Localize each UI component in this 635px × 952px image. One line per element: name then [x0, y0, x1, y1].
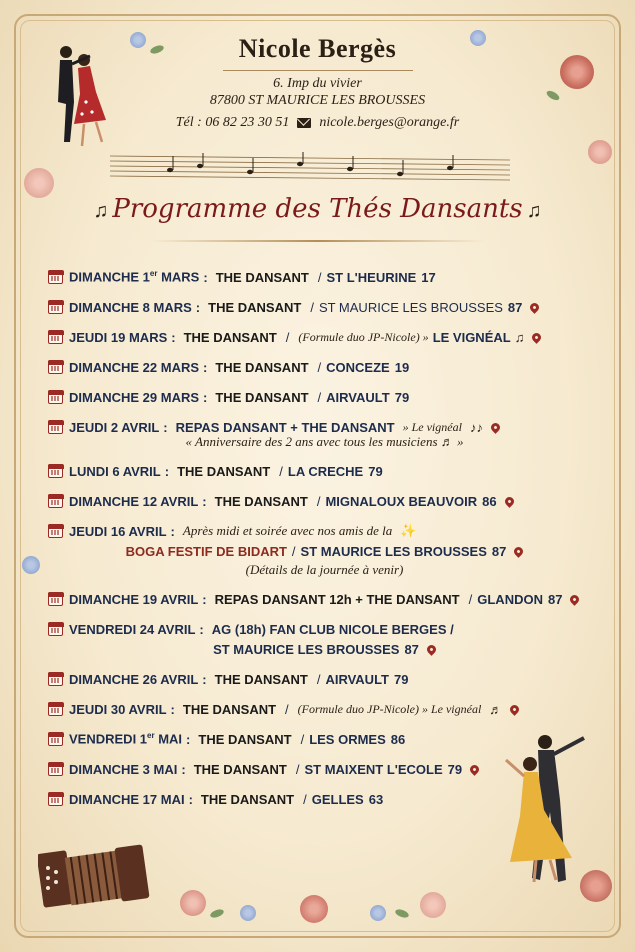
date-separator: : [171, 329, 176, 345]
event-row [48, 694, 601, 724]
event-date: JEUDI 2 AVRIL [69, 419, 160, 435]
event-date: VENDREDI 24 AVRIL [69, 621, 196, 637]
event-date: DIMANCHE 12 AVRIL [69, 493, 199, 509]
event-location: GELLES [311, 791, 364, 807]
event-date: DIMANCHE 17 MAI [69, 791, 185, 807]
date-separator: : [202, 493, 207, 509]
music-note-icon: ♫ [93, 200, 109, 222]
event-note: (Formule duo JP-Nicole) » [298, 329, 429, 344]
event-location: LA CRECHE [287, 463, 364, 479]
date-separator: : [181, 761, 186, 777]
map-pin-icon[interactable] [508, 703, 521, 716]
event-type: THE DANSANT [215, 359, 309, 375]
calendar-icon [48, 390, 63, 404]
event-date: DIMANCHE 22 MARS [69, 359, 200, 375]
department-number: 87 [507, 299, 523, 315]
event-location: AIRVAULT [325, 671, 389, 687]
date-separator: : [170, 523, 175, 539]
slash-separator: / [285, 701, 289, 717]
slash-separator: / [317, 269, 322, 285]
date-separator: : [186, 731, 191, 747]
event-location: GLANDON [477, 591, 543, 607]
event-location: AIRVAULT [326, 389, 390, 405]
event-row [48, 584, 601, 614]
map-pin-icon[interactable] [569, 593, 582, 606]
event-row [48, 292, 601, 322]
event-row [48, 322, 601, 352]
music-note-icon: ♪♪ [469, 419, 483, 435]
calendar-icon [48, 622, 63, 636]
event-date: DIMANCHE 1er MARS [69, 269, 200, 285]
event-date: DIMANCHE 19 AVRIL [69, 591, 199, 607]
map-pin-icon[interactable] [489, 421, 502, 434]
event-type: THE DANSANT [198, 731, 292, 747]
event-location: LES ORMES [309, 731, 386, 747]
calendar-icon [48, 592, 63, 606]
event-location: ST MAURICE LES BROUSSES [213, 641, 400, 657]
contact-line [0, 115, 635, 131]
event-type: THE DANSANT [177, 463, 271, 479]
event-location: » Le vignéal [402, 419, 462, 434]
slash-separator: / [310, 299, 314, 315]
accordion-icon [38, 838, 150, 912]
department-number: 79 [447, 761, 463, 777]
event-date: LUNDI 6 AVRIL [69, 463, 161, 479]
event-date: JEUDI 19 MARS [69, 329, 168, 345]
calendar-icon [48, 270, 63, 284]
slash-separator: / [316, 671, 321, 687]
title-divider [150, 240, 485, 242]
rose-decoration-icon [588, 140, 612, 164]
event-subtitle: « Anniversaire des 2 ans avec tous les musiciens ♬ » [185, 434, 464, 449]
event-type: REPAS DANSANT + THE DANSANT [175, 419, 395, 435]
event-row-continuation [48, 540, 601, 562]
date-separator: : [164, 463, 170, 479]
event-location: MIGNALOUX BEAUVOIR [325, 493, 478, 509]
email-address[interactable]: nicole.berges@orange.fr [319, 115, 460, 130]
event-type: THE DANSANT [193, 761, 287, 777]
calendar-icon [48, 524, 63, 538]
rose-decoration-icon [370, 905, 386, 921]
department-number: 87 [547, 591, 563, 607]
event-location: CONCEZE [326, 359, 390, 375]
rose-decoration-icon [180, 890, 206, 916]
date-separator: : [163, 419, 168, 435]
department-number: 17 [421, 269, 436, 285]
event-date: JEUDI 30 AVRIL [69, 701, 167, 717]
event-date: DIMANCHE 29 MARS [69, 389, 200, 405]
event-type: THE DANSANT [215, 389, 309, 405]
event-type: THE DANSANT [183, 329, 277, 345]
department-number: 79 [368, 463, 383, 479]
event-location: ST MAURICE LES BROUSSES [318, 299, 503, 315]
event-row [48, 382, 601, 412]
calendar-icon [48, 792, 63, 806]
mail-icon [297, 118, 311, 128]
music-note-icon: ♫ [514, 329, 525, 345]
artist-name: Nicole Bergès [238, 34, 397, 63]
department-number: 19 [394, 359, 410, 375]
date-separator: : [203, 389, 208, 405]
event-location: ST L'HEURINE [326, 269, 417, 285]
phone-number: Tél : 06 82 23 30 51 [175, 115, 290, 130]
event-row-continuation [48, 638, 601, 660]
event-row [48, 456, 601, 486]
department-number: 86 [482, 493, 497, 509]
date-separator: : [199, 621, 204, 637]
calendar-icon [48, 464, 63, 478]
date-separator: : [202, 591, 207, 607]
department-number: 79 [394, 389, 410, 405]
rose-decoration-icon [22, 556, 40, 574]
event-type: THE DANSANT [200, 791, 295, 807]
slash-separator: / [291, 543, 296, 559]
department-number: 87 [404, 641, 419, 657]
dancing-couple-icon [500, 730, 610, 890]
event-date: DIMANCHE 8 MARS [69, 299, 192, 315]
calendar-icon [48, 672, 63, 686]
slash-separator: / [303, 791, 307, 807]
event-location: ST MAURICE LES BROUSSES [300, 543, 487, 559]
music-staff-decoration-icon [110, 150, 510, 182]
map-pin-icon[interactable] [468, 763, 481, 776]
event-type: THE DANSANT [215, 269, 309, 285]
event-row [48, 486, 601, 516]
map-pin-icon[interactable] [425, 643, 438, 656]
address-line-1: 6. Imp du vivier [273, 76, 362, 91]
event-row [48, 664, 601, 694]
event-date: JEUDI 16 AVRIL [69, 523, 167, 539]
header-divider [223, 70, 413, 71]
rose-decoration-icon [240, 905, 256, 921]
date-separator: : [188, 791, 193, 807]
event-type: THE DANSANT [214, 671, 308, 687]
music-note-icon: ♫ [526, 200, 542, 222]
address-line-2: 87800 ST MAURICE LES BROUSSES [209, 93, 426, 108]
event-type: REPAS DANSANT 12h + THE DANSANT [214, 591, 460, 607]
rose-decoration-icon [300, 895, 328, 923]
event-subtitle: (Détails de la journée à venir) [245, 562, 404, 577]
slash-separator: / [285, 329, 290, 345]
title-block [0, 194, 635, 224]
department-number: 63 [368, 791, 384, 807]
slash-separator: / [316, 493, 321, 509]
date-separator: : [203, 269, 208, 285]
map-pin-icon[interactable] [503, 495, 516, 508]
event-date: VENDREDI 1er MAI [69, 731, 183, 747]
event-type: AG (18h) FAN CLUB NICOLE BERGES / [211, 621, 454, 637]
department-number: 79 [394, 671, 409, 687]
event-location: ST MAIXENT L'ECOLE [304, 761, 443, 777]
slash-separator: / [468, 591, 473, 607]
event-row [48, 262, 601, 292]
event-date: DIMANCHE 26 AVRIL [69, 671, 199, 687]
calendar-icon [48, 360, 63, 374]
calendar-icon [48, 494, 63, 508]
event-partner: BOGA FESTIF DE BIDART [125, 543, 287, 559]
event-row [48, 352, 601, 382]
slash-separator: / [295, 761, 300, 777]
slash-separator: / [317, 359, 322, 375]
event-date: DIMANCHE 3 MAI [69, 761, 178, 777]
date-separator: : [195, 299, 201, 315]
music-note-icon: ♬ [489, 701, 503, 717]
event-type: THE DANSANT [208, 299, 302, 315]
calendar-icon [48, 330, 63, 344]
calendar-icon [48, 732, 63, 746]
event-note: Après midi et soirée avec nos amis de la [182, 523, 393, 538]
calendar-icon [48, 762, 63, 776]
event-type: THE DANSANT [182, 701, 277, 717]
map-pin-icon[interactable] [513, 545, 526, 558]
department-number: 86 [390, 731, 406, 747]
page-title: Programme des Thés Dansants [112, 194, 523, 224]
calendar-icon [48, 702, 63, 716]
map-pin-icon[interactable] [529, 301, 542, 314]
slash-separator: / [317, 389, 322, 405]
event-location: (Formule duo JP-Nicole) » Le vignéal [297, 701, 482, 716]
date-separator: : [202, 671, 207, 687]
date-separator: : [203, 359, 208, 375]
department-number: 87 [491, 543, 507, 559]
calendar-icon [48, 300, 63, 314]
date-separator: : [170, 701, 175, 717]
event-location: LE VIGNÉAL [432, 329, 511, 345]
confetti-icon: ✨ [400, 523, 417, 538]
slash-separator: / [300, 731, 305, 747]
slash-separator: / [279, 463, 283, 479]
header [0, 34, 635, 131]
map-pin-icon[interactable] [531, 331, 544, 344]
calendar-icon [48, 420, 63, 434]
rose-decoration-icon [420, 892, 446, 918]
event-type: THE DANSANT [214, 493, 308, 509]
